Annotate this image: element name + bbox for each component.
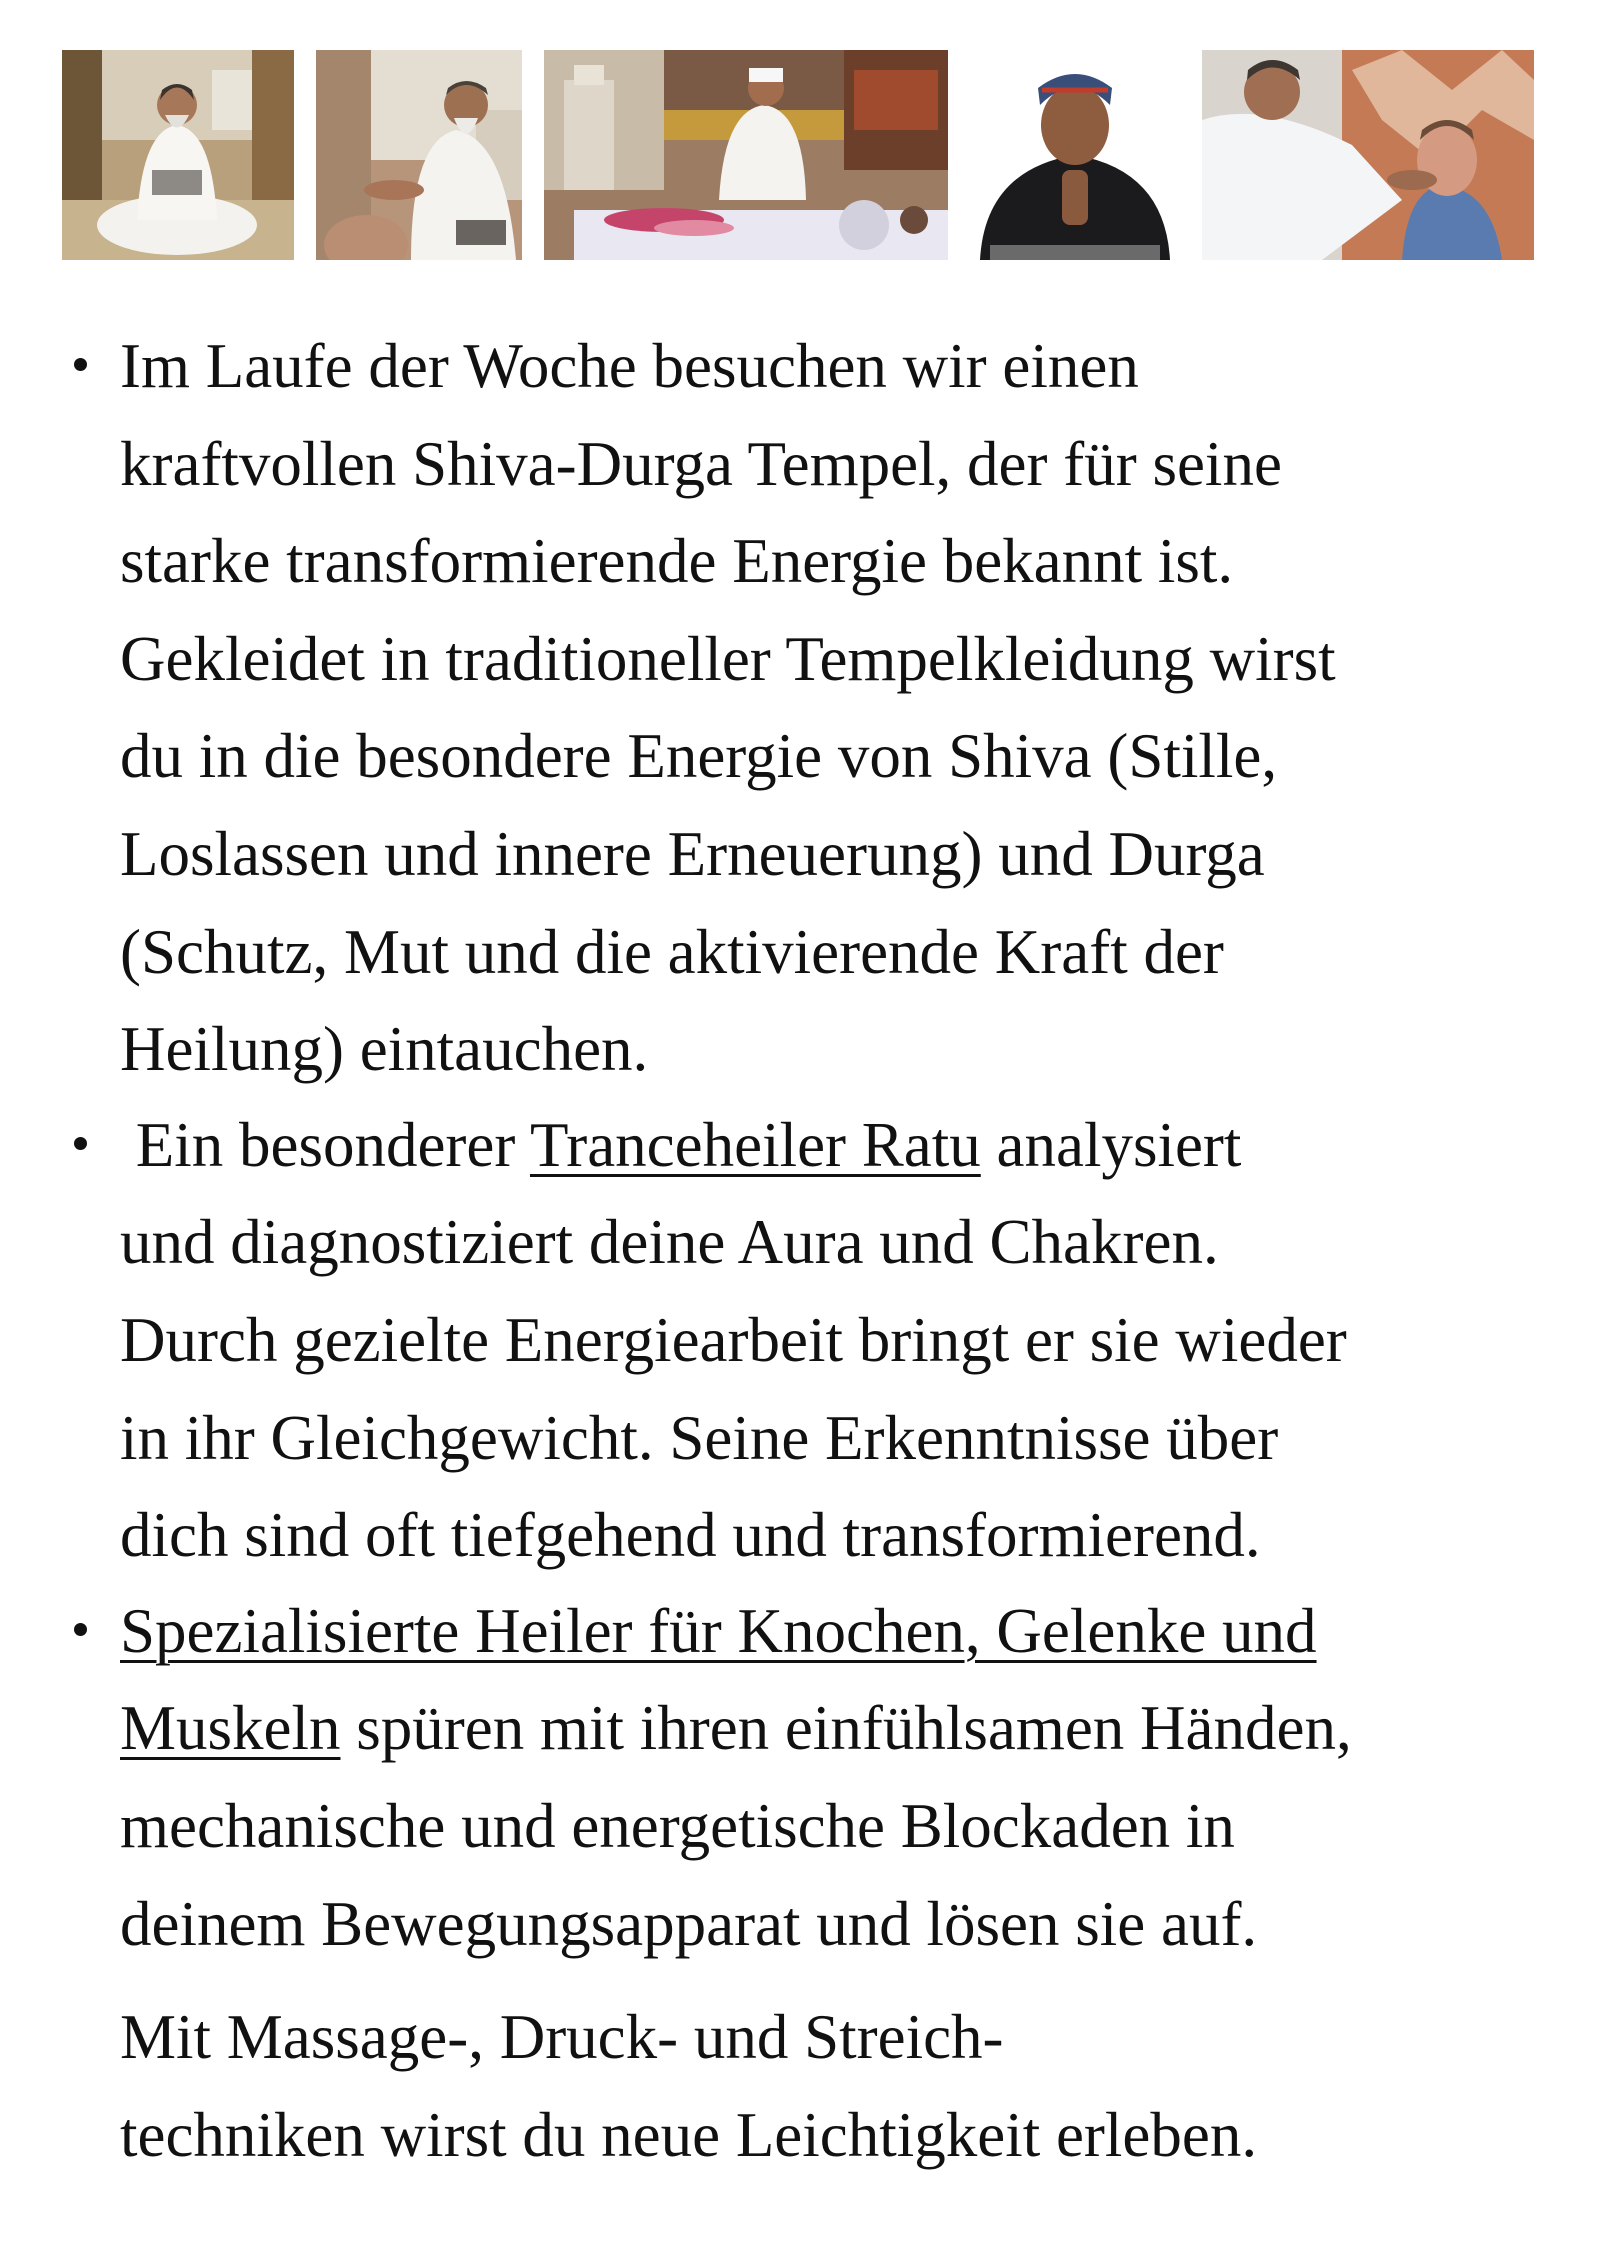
text-line: und diagnostiziert deine Aura und Chakren. <box>120 1207 1219 1278</box>
healer-head-touch-photo <box>316 50 522 260</box>
text-line: Gekleidet in traditioneller Tempelkleidung wirst <box>120 623 1336 694</box>
text-line <box>120 1680 1580 1778</box>
bullet-trance-healer <box>0 1097 1600 1585</box>
text-line: Heilung) eintauchen. <box>120 1014 649 1085</box>
text-line: mechanische und energetische Blockaden in <box>120 1790 1235 1861</box>
bullet-dot <box>74 1137 87 1150</box>
bullet-temple-visit <box>0 318 1600 1099</box>
temple-ceremony-photo <box>544 50 948 260</box>
main-text <box>0 318 1600 2184</box>
photo-strip <box>0 0 1600 270</box>
text-segment: Ein besonderer <box>120 1109 530 1180</box>
text-line: dich sind oft tiefgehend und transformierend. <box>120 1500 1261 1571</box>
bullet-dot <box>74 358 87 371</box>
text-segment: spüren mit ihren einfühlsamen Händen, <box>340 1693 1352 1764</box>
trance-healer-link[interactable]: Tranceheiler Ratu <box>529 1109 981 1180</box>
text-line: starke transformierende Energie bekannt ist. <box>120 526 1234 597</box>
text-line <box>120 1097 1580 1195</box>
specialized-healers-link[interactable]: Spezialisierte Heiler für Knochen, Gelenke und <box>120 1595 1317 1666</box>
text-line: deinem Bewegungsapparat und lösen sie auf. <box>120 1888 1258 1959</box>
healer-meditating-photo <box>62 50 294 260</box>
text-line: Durch gezielte Energiearbeit bringt er sie wieder <box>120 1304 1347 1375</box>
text-line: Mit Massage-, Druck- und Streich- <box>120 2002 1004 2073</box>
text-line: Im Laufe der Woche besuchen wir einen <box>120 331 1139 401</box>
text-segment: analysiert <box>980 1109 1242 1180</box>
text-line: Loslassen und innere Erneuerung) und Durga <box>120 818 1265 889</box>
closing-paragraph <box>0 1989 1600 2184</box>
text-line <box>120 1583 1580 1681</box>
text-line: (Schutz, Mut und die aktivierende Kraft der <box>120 916 1224 987</box>
neck-treatment-photo <box>1202 50 1534 260</box>
bullet-specialized-healers <box>0 1583 1600 1973</box>
text-line: kraftvollen Shiva-Durga Tempel, der für seine <box>120 428 1282 499</box>
text-line: techniken wirst du neue Leichtigkeit erleben. <box>120 2099 1258 2170</box>
text-line: in ihr Gleichgewicht. Seine Erkenntnisse über <box>120 1402 1279 1473</box>
bullet-dot <box>74 1623 87 1636</box>
healer-portrait-photo <box>970 50 1180 260</box>
text-line: du in die besondere Energie von Shiva (Stille, <box>120 721 1278 792</box>
specialized-healers-link-cont[interactable]: Muskeln <box>120 1693 341 1764</box>
bullet-list <box>0 318 1600 1973</box>
